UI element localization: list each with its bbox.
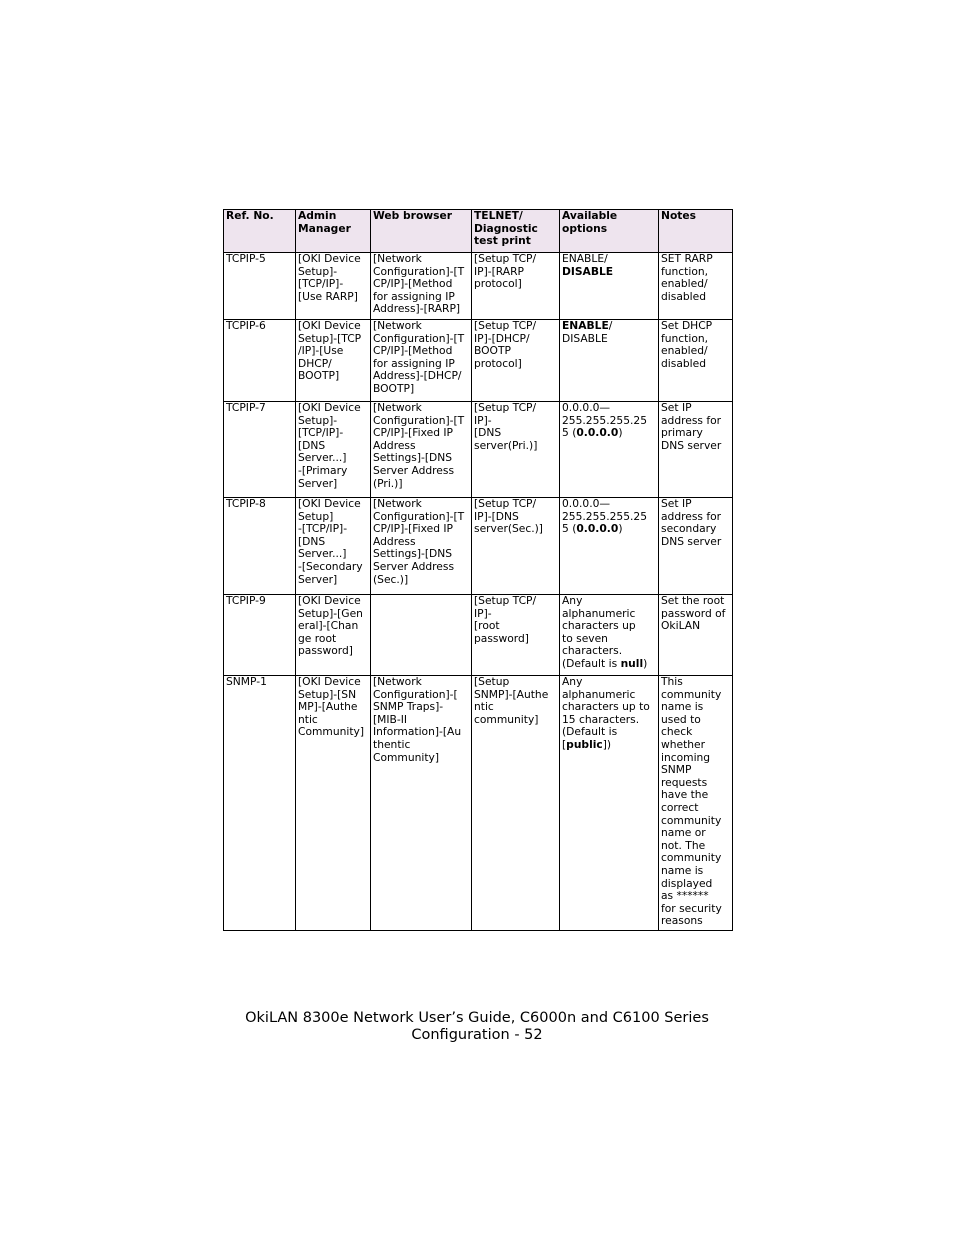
- header-telnet: TELNET/ Diagnostic test print: [472, 210, 560, 253]
- cell-ref-no: TCPIP-9: [224, 595, 296, 676]
- cell-web-browser: [Network Configuration]-[T CP/IP]-[Method for assigning IP Address]-[RARP]: [371, 253, 472, 320]
- default-value: ENABLE: [562, 319, 609, 332]
- cell-web-browser: [Network Configuration]-[T CP/IP]-[Fixed IP Address Settings]-[DNS Server Address (Pri.)]: [371, 402, 472, 498]
- cell-notes: Set DHCP function, enabled/ disabled: [659, 320, 733, 402]
- cell-notes: SET RARP function, enabled/ disabled: [659, 253, 733, 320]
- option-text: / DISABLE: [562, 319, 613, 345]
- option-text: ): [618, 426, 623, 440]
- table-row: [224, 595, 733, 676]
- table-row: [224, 253, 733, 320]
- table-row: [224, 402, 733, 498]
- footer-title: OkiLAN 8300e Network User’s Guide, C6000n and C6100 Series: [245, 1010, 709, 1026]
- cell-ref-no: TCPIP-7: [224, 402, 296, 498]
- cell-notes: This community name is used to check whether incoming SNMP requests have the correct community name or not. The community name is displayed as ****** for security reasons: [659, 676, 733, 931]
- cell-admin-manager: [OKI Device Setup]- [TCP/IP]- [DNS Server...] -[Primary Server]: [296, 402, 371, 498]
- table-row: [224, 320, 733, 402]
- table-row: [224, 498, 733, 595]
- option-text: 0.0.0.0— 255.255.255.25 5 (: [562, 497, 647, 536]
- cell-available-options: [560, 676, 659, 931]
- option-text: Any alphanumeric characters up to 15 characters. (Default is [: [562, 675, 650, 751]
- default-value: DISABLE: [562, 264, 614, 278]
- header-available-options: Available options: [560, 210, 659, 253]
- header-admin-manager: Admin Manager: [296, 210, 371, 253]
- cell-telnet: [Setup TCP/ IP]- [DNS server(Pri.)]: [472, 402, 560, 498]
- cell-available-options: [560, 402, 659, 498]
- default-value: public: [566, 737, 603, 751]
- default-value: null: [620, 656, 644, 670]
- cell-admin-manager: [OKI Device Setup]-[TCP /IP]-[Use DHCP/ BOOTP]: [296, 320, 371, 402]
- cell-web-browser: [Network Configuration]-[T CP/IP]-[Method for assigning IP Address]-[DHCP/ BOOTP]: [371, 320, 472, 402]
- option-text: ): [618, 522, 623, 536]
- cell-available-options: [560, 595, 659, 676]
- cell-web-browser: [Network Configuration]-[ SNMP Traps]- [MIB-II Information]-[Au thentic Community]: [371, 676, 472, 931]
- cell-web-browser: [371, 595, 472, 676]
- config-table: [223, 209, 733, 931]
- cell-admin-manager: [OKI Device Setup] -[TCP/IP]- [DNS Server...] -[Secondary Server]: [296, 498, 371, 595]
- cell-ref-no: SNMP-1: [224, 676, 296, 931]
- cell-admin-manager: [OKI Device Setup]- [TCP/IP]- [Use RARP]: [296, 253, 371, 320]
- footer-section-page: Configuration - 52: [411, 1027, 543, 1043]
- cell-admin-manager: [OKI Device Setup]-[Gen eral]-[Chan ge root password]: [296, 595, 371, 676]
- header-notes: Notes: [659, 210, 733, 253]
- cell-notes: Set IP address for primary DNS server: [659, 402, 733, 498]
- default-value: 0.0.0.0: [576, 426, 619, 440]
- cell-notes: Set IP address for secondary DNS server: [659, 498, 733, 595]
- cell-telnet: [Setup SNMP]-[Authe ntic community]: [472, 676, 560, 931]
- option-text: 0.0.0.0— 255.255.255.25 5 (: [562, 401, 647, 440]
- cell-available-options: [560, 320, 659, 402]
- cell-telnet: [Setup TCP/ IP]-[RARP protocol]: [472, 253, 560, 320]
- cell-notes: Set the root password of OkiLAN: [659, 595, 733, 676]
- option-text: Any alphanumeric characters up to seven characters. (Default is: [562, 594, 636, 670]
- cell-available-options: [560, 253, 659, 320]
- cell-telnet: [Setup TCP/ IP]-[DNS server(Sec.)]: [472, 498, 560, 595]
- cell-available-options: [560, 498, 659, 595]
- option-text: ): [643, 656, 648, 670]
- cell-telnet: [Setup TCP/ IP]- [root password]: [472, 595, 560, 676]
- option-text: ]): [602, 737, 612, 751]
- table-row: [224, 676, 733, 931]
- default-value: 0.0.0.0: [576, 522, 619, 536]
- cell-admin-manager: [OKI Device Setup]-[SN MP]-[Authe ntic Community]: [296, 676, 371, 931]
- cell-ref-no: TCPIP-5: [224, 253, 296, 320]
- table-body: [224, 253, 733, 931]
- cell-telnet: [Setup TCP/ IP]-[DHCP/ BOOTP protocol]: [472, 320, 560, 402]
- cell-web-browser: [Network Configuration]-[T CP/IP]-[Fixed IP Address Settings]-[DNS Server Address (Sec.)]: [371, 498, 472, 595]
- table-header-row: [224, 210, 733, 253]
- cell-ref-no: TCPIP-8: [224, 498, 296, 595]
- header-web-browser: Web browser: [371, 210, 472, 253]
- header-ref-no: Ref. No.: [224, 210, 296, 253]
- cell-ref-no: TCPIP-6: [224, 320, 296, 402]
- option-text: ENABLE/: [562, 252, 608, 265]
